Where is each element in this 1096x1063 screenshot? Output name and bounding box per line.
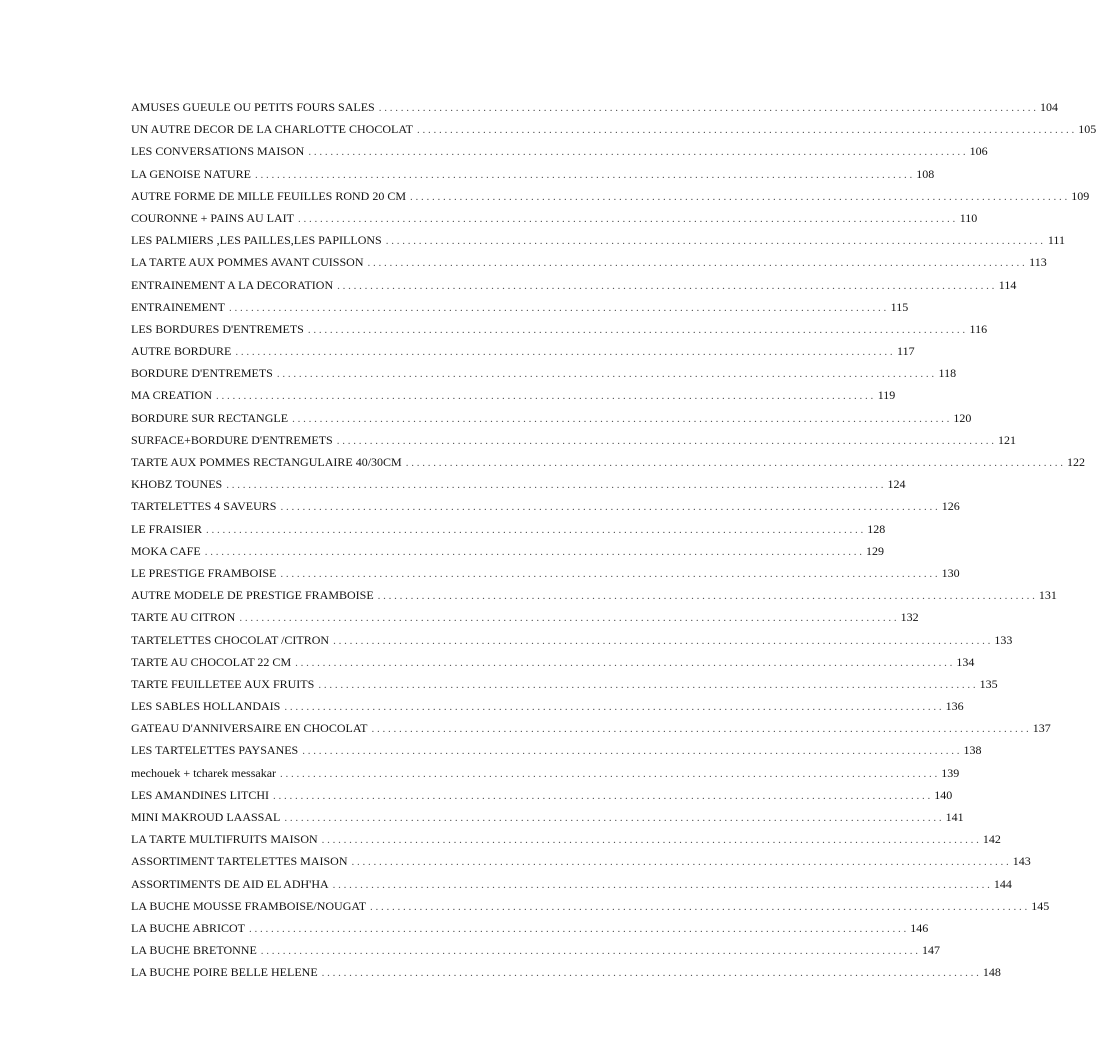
toc-entry-page-number: 133: [994, 632, 1013, 647]
toc-entry[interactable]: [131, 854, 1031, 876]
toc-entry-title: LA GENOISE NATURE: [131, 166, 251, 181]
toc-entry-page-number: 140: [934, 787, 953, 802]
dot-leader: . . . . . . . . . . . . . . . . . . . . . . . . . . . . . . . . . . . . . . . . . . . . . . . . . . . . . . . . . . . . . . . . . . . . . . . . . . . . . . . . . . . . . . . . . . . . . . . . . . . . . . . . . . . . . . . . . . . . . . . .: [308, 146, 966, 159]
toc-entry-page-number: 128: [867, 521, 886, 536]
toc-entry[interactable]: [131, 388, 896, 410]
toc-entry-title: LA BUCHE POIRE BELLE HELENE: [131, 965, 318, 980]
toc-entry-page-number: 131: [1038, 588, 1057, 603]
toc-entry[interactable]: [131, 965, 1001, 987]
dot-leader: . . . . . . . . . . . . . . . . . . . . . . . . . . . . . . . . . . . . . . . . . . . . . . . . . . . . . . . . . . . . . . . . . . . . . . . . . . . . . . . . . . . . . . . . . . . . . . . . . . . . . . . . . . . . . . . . . . . . . . . .: [336, 434, 994, 447]
toc-entry-page-number: 136: [945, 699, 964, 714]
toc-entry[interactable]: [131, 233, 1065, 255]
toc-entry-title: AUTRE MODELE DE PRESTIGE FRAMBOISE: [131, 588, 374, 603]
dot-leader: . . . . . . . . . . . . . . . . . . . . . . . . . . . . . . . . . . . . . . . . . . . . . . . . . . . . . . . . . . . . . . . . . . . . . . . . . . . . . . . . . . . . . . . . . . . . . . . . . . . . . . . . . . . . . . . . . . . . . . . .: [351, 856, 1009, 869]
toc-entry-title: TARTE FEUILLETEE AUX FRUITS: [131, 676, 315, 691]
dot-leader: . . . . . . . . . . . . . . . . . . . . . . . . . . . . . . . . . . . . . . . . . . . . . . . . . . . . . . . . . . . . . . . . . . . . . . . . . . . . . . . . . . . . . . . . . . . . . . . . . . . . . . . . . . . . . . . . . . . . . . . .: [367, 257, 1025, 270]
toc-entry-title: LE PRESTIGE FRAMBOISE: [131, 565, 277, 580]
dot-leader: . . . . . . . . . . . . . . . . . . . . . . . . . . . . . . . . . . . . . . . . . . . . . . . . . . . . . . . . . . . . . . . . . . . . . . . . . . . . . . . . . . . . . . . . . . . . . . . . . . . . . . . . . . . . . . . . . . . . . . . .: [385, 235, 1043, 248]
dot-leader: . . . . . . . . . . . . . . . . . . . . . . . . . . . . . . . . . . . . . . . . . . . . . . . . . . . . . . . . . . . . . . . . . . . . . . . . . . . . . . . . . . . . . . . . . . . . . . . . . . . . . . . . . . . . . . . . . . . . . . . .: [239, 612, 897, 625]
toc-entry[interactable]: [131, 188, 1090, 211]
toc-entry-title: LA BUCHE ABRICOT: [131, 920, 246, 935]
dot-leader: . . . . . . . . . . . . . . . . . . . . . . . . . . . . . . . . . . . . . . . . . . . . . . . . . . . . . . . . . . . . . . . . . . . . . . . . . . . . . . . . . . . . . . . . . . . . . . . . . . . . . . . . . . . . . . . . . . . . . . . .: [276, 368, 935, 381]
dot-leader: . . . . . . . . . . . . . . . . . . . . . . . . . . . . . . . . . . . . . . . . . . . . . . . . . . . . . . . . . . . . . . . . . . . . . . . . . . . . . . . . . . . . . . . . . . . . . . . . . . . . . . . . . . . . . . . . . . . . . . . .: [298, 212, 956, 225]
toc-entry-title: ENTRAINEMENT: [131, 299, 225, 314]
toc-entry-page-number: 109: [1071, 188, 1090, 203]
toc-entry[interactable]: [131, 876, 1012, 899]
dot-leader: . . . . . . . . . . . . . . . . . . . . . . . . . . . . . . . . . . . . . . . . . . . . . . . . . . . . . . . . . . . . . . . . . . . . . . . . . . . . . . . . . . . . . . . . . . . . . . . . . . . . . . . . . . . . . . . . . . . . . . . .: [332, 878, 990, 891]
toc-entry-page-number: 132: [900, 610, 919, 625]
toc-entry[interactable]: [131, 565, 960, 588]
toc-entry-page-number: 122: [1066, 455, 1085, 469]
toc-entry-page-number: 110: [959, 210, 978, 225]
dot-leader: . . . . . . . . . . . . . . . . . . . . . . . . . . . . . . . . . . . . . . . . . . . . . . . . . . . . . . . . . . . . . . . . . . . . . . . . . . . . . . . . . . . . . . . . . . . . . . . . . . . . . . . . . . . . . . . . . . . . . . . .: [280, 767, 938, 780]
toc-entry-title: TARTE AU CHOCOLAT 22 CM: [131, 654, 292, 669]
dot-leader: . . . . . . . . . . . . . . . . . . . . . . . . . . . . . . . . . . . . . . . . . . . . . . . . . . . . . . . . . . . . . . . . . . . . . . . . . . . . . . . . . . . . . . . . . . . . . . . . . . . . . . . . . . . . . . . . . . . . . . . .: [284, 701, 942, 714]
toc-entry-page-number: 138: [963, 743, 982, 758]
toc-entry-title: TARTE AU CITRON: [131, 610, 236, 625]
dot-leader: . . . . . . . . . . . . . . . . . . . . . . . . . . . . . . . . . . . . . . . . . . . . . . . . . . . . . . . . . . . . . . . . . . . . . . . . . . . . . . . . . . . . . . . . . . . . . . . . . . . . . . . . . . . . . . . . . . . . . . . .: [273, 789, 931, 802]
toc-entry[interactable]: [131, 699, 964, 721]
dot-leader: . . . . . . . . . . . . . . . . . . . . . . . . . . . . . . . . . . . . . . . . . . . . . . . . . . . . . . . . . . . . . . . . . . . . . . . . . . . . . . . . . . . . . . . . . . . . . . . . . . . . . . . . . . . . . . . . . . . . . . . .: [226, 479, 884, 492]
toc-entry[interactable]: [131, 743, 982, 765]
toc-entry-title: LES PALMIERS ,LES PAILLES,LES PAPILLONS: [131, 233, 382, 248]
toc-entry-title: LA TARTE AUX POMMES AVANT CUISSON: [131, 255, 364, 270]
toc-entry-title: AMUSES GUEULE OU PETITS FOURS SALES: [131, 100, 375, 114]
toc-entry-page-number: 119: [877, 388, 896, 403]
toc-entry-title: TARTELETTES 4 SAVEURS: [131, 499, 277, 514]
toc-entry[interactable]: [131, 344, 915, 366]
toc-entry[interactable]: [131, 610, 919, 632]
dot-leader: . . . . . . . . . . . . . . . . . . . . . . . . . . . . . . . . . . . . . . . . . . . . . . . . . . . . . . . . . . . . . . . . . . . . . . . . . . . . . . . . . . . . . . . . . . . . . . . . . . . . . . . . . . . . . . . . . . . . . . . .: [204, 545, 862, 558]
toc-entry[interactable]: [131, 122, 1096, 144]
dot-leader: . . . . . . . . . . . . . . . . . . . . . . . . . . . . . . . . . . . . . . . . . . . . . . . . . . . . . . . . . . . . . . . . . . . . . . . . . . . . . . . . . . . . . . . . . . . . . . . . . . . . . . . . . . . . . . . . . . . . . . . .: [370, 900, 1028, 913]
dot-leader: . . . . . . . . . . . . . . . . . . . . . . . . . . . . . . . . . . . . . . . . . . . . . . . . . . . . . . . . . . . . . . . . . . . . . . . . . . . . . . . . . . . . . . . . . . . . . . . . . . . . . . . . . . . . . . . . . . . . . . . .: [377, 590, 1035, 603]
toc-entry[interactable]: [131, 321, 988, 344]
toc-entry[interactable]: [131, 765, 960, 788]
dot-leader: . . . . . . . . . . . . . . . . . . . . . . . . . . . . . . . . . . . . . . . . . . . . . . . . . . . . . . . . . . . . . . . . . . . . . . . . . . . . . . . . . . . . . . . . . . . . . . . . . . . . . . . . . . . . . . . . . . . . . . . .: [321, 967, 979, 980]
toc-entry[interactable]: [131, 632, 1013, 655]
toc-entry-page-number: 142: [982, 832, 1001, 847]
table-of-contents: [131, 100, 1096, 988]
dot-leader: . . . . . . . . . . . . . . . . . . . . . . . . . . . . . . . . . . . . . . . . . . . . . . . . . . . . . . . . . . . . . . . . . . . . . . . . . . . . . . . . . . . . . . . . . . . . . . . . . . . . . . . . . . . . . . . . . . . . . . . .: [206, 523, 864, 536]
toc-entry-page-number: 130: [941, 565, 960, 580]
toc-entry-title: BORDURE D'ENTREMETS: [131, 366, 273, 381]
toc-entry[interactable]: [131, 432, 1016, 455]
toc-entry-title: LES BORDURES D'ENTREMETS: [131, 321, 304, 336]
dot-leader: . . . . . . . . . . . . . . . . . . . . . . . . . . . . . . . . . . . . . . . . . . . . . . . . . . . . . . . . . . . . . . . . . . . . . . . . . . . . . . . . . . . . . . . . . . . . . . . . . . . . . . . . . . . . . . . . . . . . . . . .: [260, 945, 919, 958]
dot-leader: . . . . . . . . . . . . . . . . . . . . . . . . . . . . . . . . . . . . . . . . . . . . . . . . . . . . . . . . . . . . . . . . . . . . . . . . . . . . . . . . . . . . . . . . . . . . . . . . . . . . . . . . . . . . . . . . . . . . . . . .: [371, 723, 1029, 736]
toc-entry[interactable]: [131, 654, 975, 677]
dot-leader: . . . . . . . . . . . . . . . . . . . . . . . . . . . . . . . . . . . . . . . . . . . . . . . . . . . . . . . . . . . . . . . . . . . . . . . . . . . . . . . . . . . . . . . . . . . . . . . . . . . . . . . . . . . . . . . . . . . . . . . .: [307, 323, 966, 336]
toc-entry[interactable]: [131, 299, 909, 322]
toc-entry-page-number: 126: [941, 499, 960, 514]
dot-leader: . . . . . . . . . . . . . . . . . . . . . . . . . . . . . . . . . . . . . . . . . . . . . . . . . . . . . . . . . . . . . . . . . . . . . . . . . . . . . . . . . . . . . . . . . . . . . . . . . . . . . . . . . . . . . . . . . . . . . . . .: [302, 745, 960, 758]
toc-entry-page-number: 113: [1029, 255, 1047, 270]
toc-entry-title: COURONNE + PAINS AU LAIT: [131, 210, 295, 225]
toc-entry-title: LES SABLES HOLLANDAIS: [131, 699, 281, 714]
toc-entry-page-number: 141: [945, 810, 964, 824]
dot-leader: . . . . . . . . . . . . . . . . . . . . . . . . . . . . . . . . . . . . . . . . . . . . . . . . . . . . . . . . . . . . . . . . . . . . . . . . . . . . . . . . . . . . . . . . . . . . . . . . . . . . . . . . . . . . . . . . . . . . . . . .: [228, 301, 887, 314]
toc-entry-title: LES TARTELETTES PAYSANES: [131, 743, 299, 758]
toc-entry-title: TARTELETTES CHOCOLAT /CITRON: [131, 632, 330, 647]
dot-leader: . . . . . . . . . . . . . . . . . . . . . . . . . . . . . . . . . . . . . . . . . . . . . . . . . . . . . . . . . . . . . . . . . . . . . . . . . . . . . . . . . . . . . . . . . . . . . . . . . . . . . . . . . . . . . . . . . . . . . . . .: [321, 834, 979, 847]
dot-leader: . . . . . . . . . . . . . . . . . . . . . . . . . . . . . . . . . . . . . . . . . . . . . . . . . . . . . . . . . . . . . . . . . . . . . . . . . . . . . . . . . . . . . . . . . . . . . . . . . . . . . . . . . . . . . . . . . . . . . . . .: [318, 678, 976, 691]
toc-entry-page-number: 148: [982, 965, 1001, 980]
toc-entry-title: TARTE AUX POMMES RECTANGULAIRE 40/30CM: [131, 455, 402, 469]
toc-entry-page-number: 116: [969, 321, 988, 336]
toc-entry-title: AUTRE BORDURE: [131, 344, 232, 359]
toc-entry-page-number: 134: [956, 654, 975, 669]
toc-entry-page-number: 143: [1012, 854, 1031, 869]
toc-entry[interactable]: [131, 676, 998, 699]
toc-entry[interactable]: [131, 832, 1001, 854]
toc-entry-page-number: 106: [969, 144, 988, 159]
toc-entry-title: SURFACE+BORDURE D'ENTREMETS: [131, 432, 333, 447]
toc-entry-title: LE FRAISIER: [131, 521, 203, 536]
toc-entry[interactable]: [131, 543, 884, 566]
toc-entry[interactable]: [131, 210, 978, 233]
toc-entry[interactable]: [131, 588, 1057, 610]
dot-leader: . . . . . . . . . . . . . . . . . . . . . . . . . . . . . . . . . . . . . . . . . . . . . . . . . . . . . . . . . . . . . . . . . . . . . . . . . . . . . . . . . . . . . . . . . . . . . . . . . . . . . . . . . . . . . . . . . . . . . . . .: [280, 567, 938, 580]
toc-entry-title: ASSORTIMENTS DE AID EL ADH'HA: [131, 876, 329, 891]
toc-entry-title: LA TARTE MULTIFRUITS MAISON: [131, 832, 318, 847]
dot-leader: . . . . . . . . . . . . . . . . . . . . . . . . . . . . . . . . . . . . . . . . . . . . . . . . . . . . . . . . . . . . . . . . . . . . . . . . . . . . . . . . . . . . . . . . . . . . . . . . . . . . . . . . . . . . . . . . . . . . . . . .: [255, 168, 913, 181]
toc-entry[interactable]: [131, 787, 953, 810]
toc-entry-page-number: 117: [897, 344, 915, 359]
toc-entry-page-number: 121: [997, 432, 1016, 447]
toc-entry-title: AUTRE FORME DE MILLE FEUILLES ROND 20 CM: [131, 188, 406, 203]
toc-entry-title: LA BUCHE MOUSSE FRAMBOISE/NOUGAT: [131, 898, 367, 913]
toc-entry-title: MOKA CAFE: [131, 543, 201, 558]
toc-entry-title: KHOBZ TOUNES: [131, 477, 223, 492]
dot-leader: . . . . . . . . . . . . . . . . . . . . . . . . . . . . . . . . . . . . . . . . . . . . . . . . . . . . . . . . . . . . . . . . . . . . . . . . . . . . . . . . . . . . . . . . . . . . . . . . . . . . . . . . . . . . . . . . . . . . . . . .: [410, 190, 1068, 203]
dot-leader: . . . . . . . . . . . . . . . . . . . . . . . . . . . . . . . . . . . . . . . . . . . . . . . . . . . . . . . . . . . . . . . . . . . . . . . . . . . . . . . . . . . . . . . . . . . . . . . . . . . . . . . . . . . . . . . . . . . . . . . .: [235, 346, 893, 359]
toc-entry[interactable]: [131, 477, 906, 499]
toc-entry[interactable]: [131, 499, 960, 521]
dot-leader: . . . . . . . . . . . . . . . . . . . . . . . . . . . . . . . . . . . . . . . . . . . . . . . . . . . . . . . . . . . . . . . . . . . . . . . . . . . . . . . . . . . . . . . . . . . . . . . . . . . . . . . . . . . . . . . . . . . . . . . .: [292, 412, 950, 425]
toc-entry-title: LES AMANDINES LITCHI: [131, 787, 269, 802]
toc-entry-page-number: 139: [941, 765, 960, 780]
toc-entry[interactable]: [131, 166, 935, 189]
toc-entry-page-number: 118: [938, 366, 957, 381]
toc-entry-title: GATEAU D'ANNIVERSAIRE EN CHOCOLAT: [131, 721, 368, 736]
toc-entry-page-number: 129: [865, 543, 884, 558]
toc-entry-page-number: 111: [1047, 233, 1065, 248]
toc-entry-page-number: 147: [922, 943, 941, 958]
toc-entry-page-number: 135: [979, 676, 998, 691]
toc-entry[interactable]: [131, 455, 1085, 477]
dot-leader: . . . . . . . . . . . . . . . . . . . . . . . . . . . . . . . . . . . . . . . . . . . . . . . . . . . . . . . . . . . . . . . . . . . . . . . . . . . . . . . . . . . . . . . . . . . . . . . . . . . . . . . . . . . . . . . . . . . . . . . .: [378, 102, 1036, 114]
toc-entry-page-number: 108: [916, 166, 935, 181]
toc-entry[interactable]: [131, 144, 988, 166]
dot-leader: . . . . . . . . . . . . . . . . . . . . . . . . . . . . . . . . . . . . . . . . . . . . . . . . . . . . . . . . . . . . . . . . . . . . . . . . . . . . . . . . . . . . . . . . . . . . . . . . . . . . . . . . . . . . . . . . . . . . . . . .: [284, 812, 942, 824]
toc-entry-page-number: 120: [953, 410, 972, 425]
toc-entry[interactable]: [131, 943, 941, 965]
toc-entry-page-number: 144: [993, 876, 1012, 891]
toc-entry-page-number: 146: [910, 920, 929, 935]
toc-entry-title: UN AUTRE DECOR DE LA CHARLOTTE CHOCOLAT: [131, 122, 413, 137]
toc-entry[interactable]: [131, 721, 1051, 743]
toc-entry-title: MINI MAKROUD LAASSAL: [131, 810, 281, 824]
toc-entry-page-number: 104: [1039, 100, 1058, 114]
toc-entry-title: BORDURE SUR RECTANGLE: [131, 410, 289, 425]
dot-leader: . . . . . . . . . . . . . . . . . . . . . . . . . . . . . . . . . . . . . . . . . . . . . . . . . . . . . . . . . . . . . . . . . . . . . . . . . . . . . . . . . . . . . . . . . . . . . . . . . . . . . . . . . . . . . . . . . . . . . . . .: [333, 634, 991, 647]
dot-leader: . . . . . . . . . . . . . . . . . . . . . . . . . . . . . . . . . . . . . . . . . . . . . . . . . . . . . . . . . . . . . . . . . . . . . . . . . . . . . . . . . . . . . . . . . . . . . . . . . . . . . . . . . . . . . . . . . . . . . . . .: [405, 457, 1063, 469]
dot-leader: . . . . . . . . . . . . . . . . . . . . . . . . . . . . . . . . . . . . . . . . . . . . . . . . . . . . . . . . . . . . . . . . . . . . . . . . . . . . . . . . . . . . . . . . . . . . . . . . . . . . . . . . . . . . . . . . . . . . . . . .: [417, 124, 1075, 137]
dot-leader: . . . . . . . . . . . . . . . . . . . . . . . . . . . . . . . . . . . . . . . . . . . . . . . . . . . . . . . . . . . . . . . . . . . . . . . . . . . . . . . . . . . . . . . . . . . . . . . . . . . . . . . . . . . . . . . . . . . . . . . .: [216, 390, 874, 403]
toc-entry[interactable]: [131, 277, 1017, 300]
toc-entry-page-number: 114: [998, 277, 1017, 292]
toc-entry-title: mechouek + tcharek messakar: [131, 765, 277, 780]
toc-entry[interactable]: [131, 898, 1050, 921]
toc-entry[interactable]: [131, 255, 1047, 277]
toc-entry-page-number: 124: [887, 477, 906, 492]
toc-entry-page-number: 105: [1078, 122, 1096, 137]
toc-entry-title: LES CONVERSATIONS MAISON: [131, 144, 305, 159]
toc-entry-page-number: 137: [1032, 721, 1051, 736]
dot-leader: . . . . . . . . . . . . . . . . . . . . . . . . . . . . . . . . . . . . . . . . . . . . . . . . . . . . . . . . . . . . . . . . . . . . . . . . . . . . . . . . . . . . . . . . . . . . . . . . . . . . . . . . . . . . . . . . . . . . . . . .: [249, 922, 907, 935]
toc-entry[interactable]: [131, 920, 929, 943]
toc-entry-title: ENTRAINEMENT A LA DECORATION: [131, 277, 334, 292]
toc-entry[interactable]: [131, 410, 972, 433]
toc-entry-page-number: 115: [890, 299, 909, 314]
toc-entry-title: LA BUCHE BRETONNE: [131, 943, 257, 958]
toc-entry[interactable]: [131, 100, 1058, 122]
toc-entry-page-number: 145: [1031, 898, 1050, 913]
toc-entry[interactable]: [131, 810, 964, 832]
dot-leader: . . . . . . . . . . . . . . . . . . . . . . . . . . . . . . . . . . . . . . . . . . . . . . . . . . . . . . . . . . . . . . . . . . . . . . . . . . . . . . . . . . . . . . . . . . . . . . . . . . . . . . . . . . . . . . . . . . . . . . . .: [295, 656, 953, 669]
toc-entry[interactable]: [131, 521, 886, 544]
toc-entry-title: ASSORTIMENT TARTELETTES MAISON: [131, 854, 348, 869]
toc-entry[interactable]: [131, 366, 957, 388]
toc-entry-title: MA CREATION: [131, 388, 213, 403]
dot-leader: . . . . . . . . . . . . . . . . . . . . . . . . . . . . . . . . . . . . . . . . . . . . . . . . . . . . . . . . . . . . . . . . . . . . . . . . . . . . . . . . . . . . . . . . . . . . . . . . . . . . . . . . . . . . . . . . . . . . . . . .: [337, 279, 995, 292]
dot-leader: . . . . . . . . . . . . . . . . . . . . . . . . . . . . . . . . . . . . . . . . . . . . . . . . . . . . . . . . . . . . . . . . . . . . . . . . . . . . . . . . . . . . . . . . . . . . . . . . . . . . . . . . . . . . . . . . . . . . . . . .: [280, 501, 938, 514]
